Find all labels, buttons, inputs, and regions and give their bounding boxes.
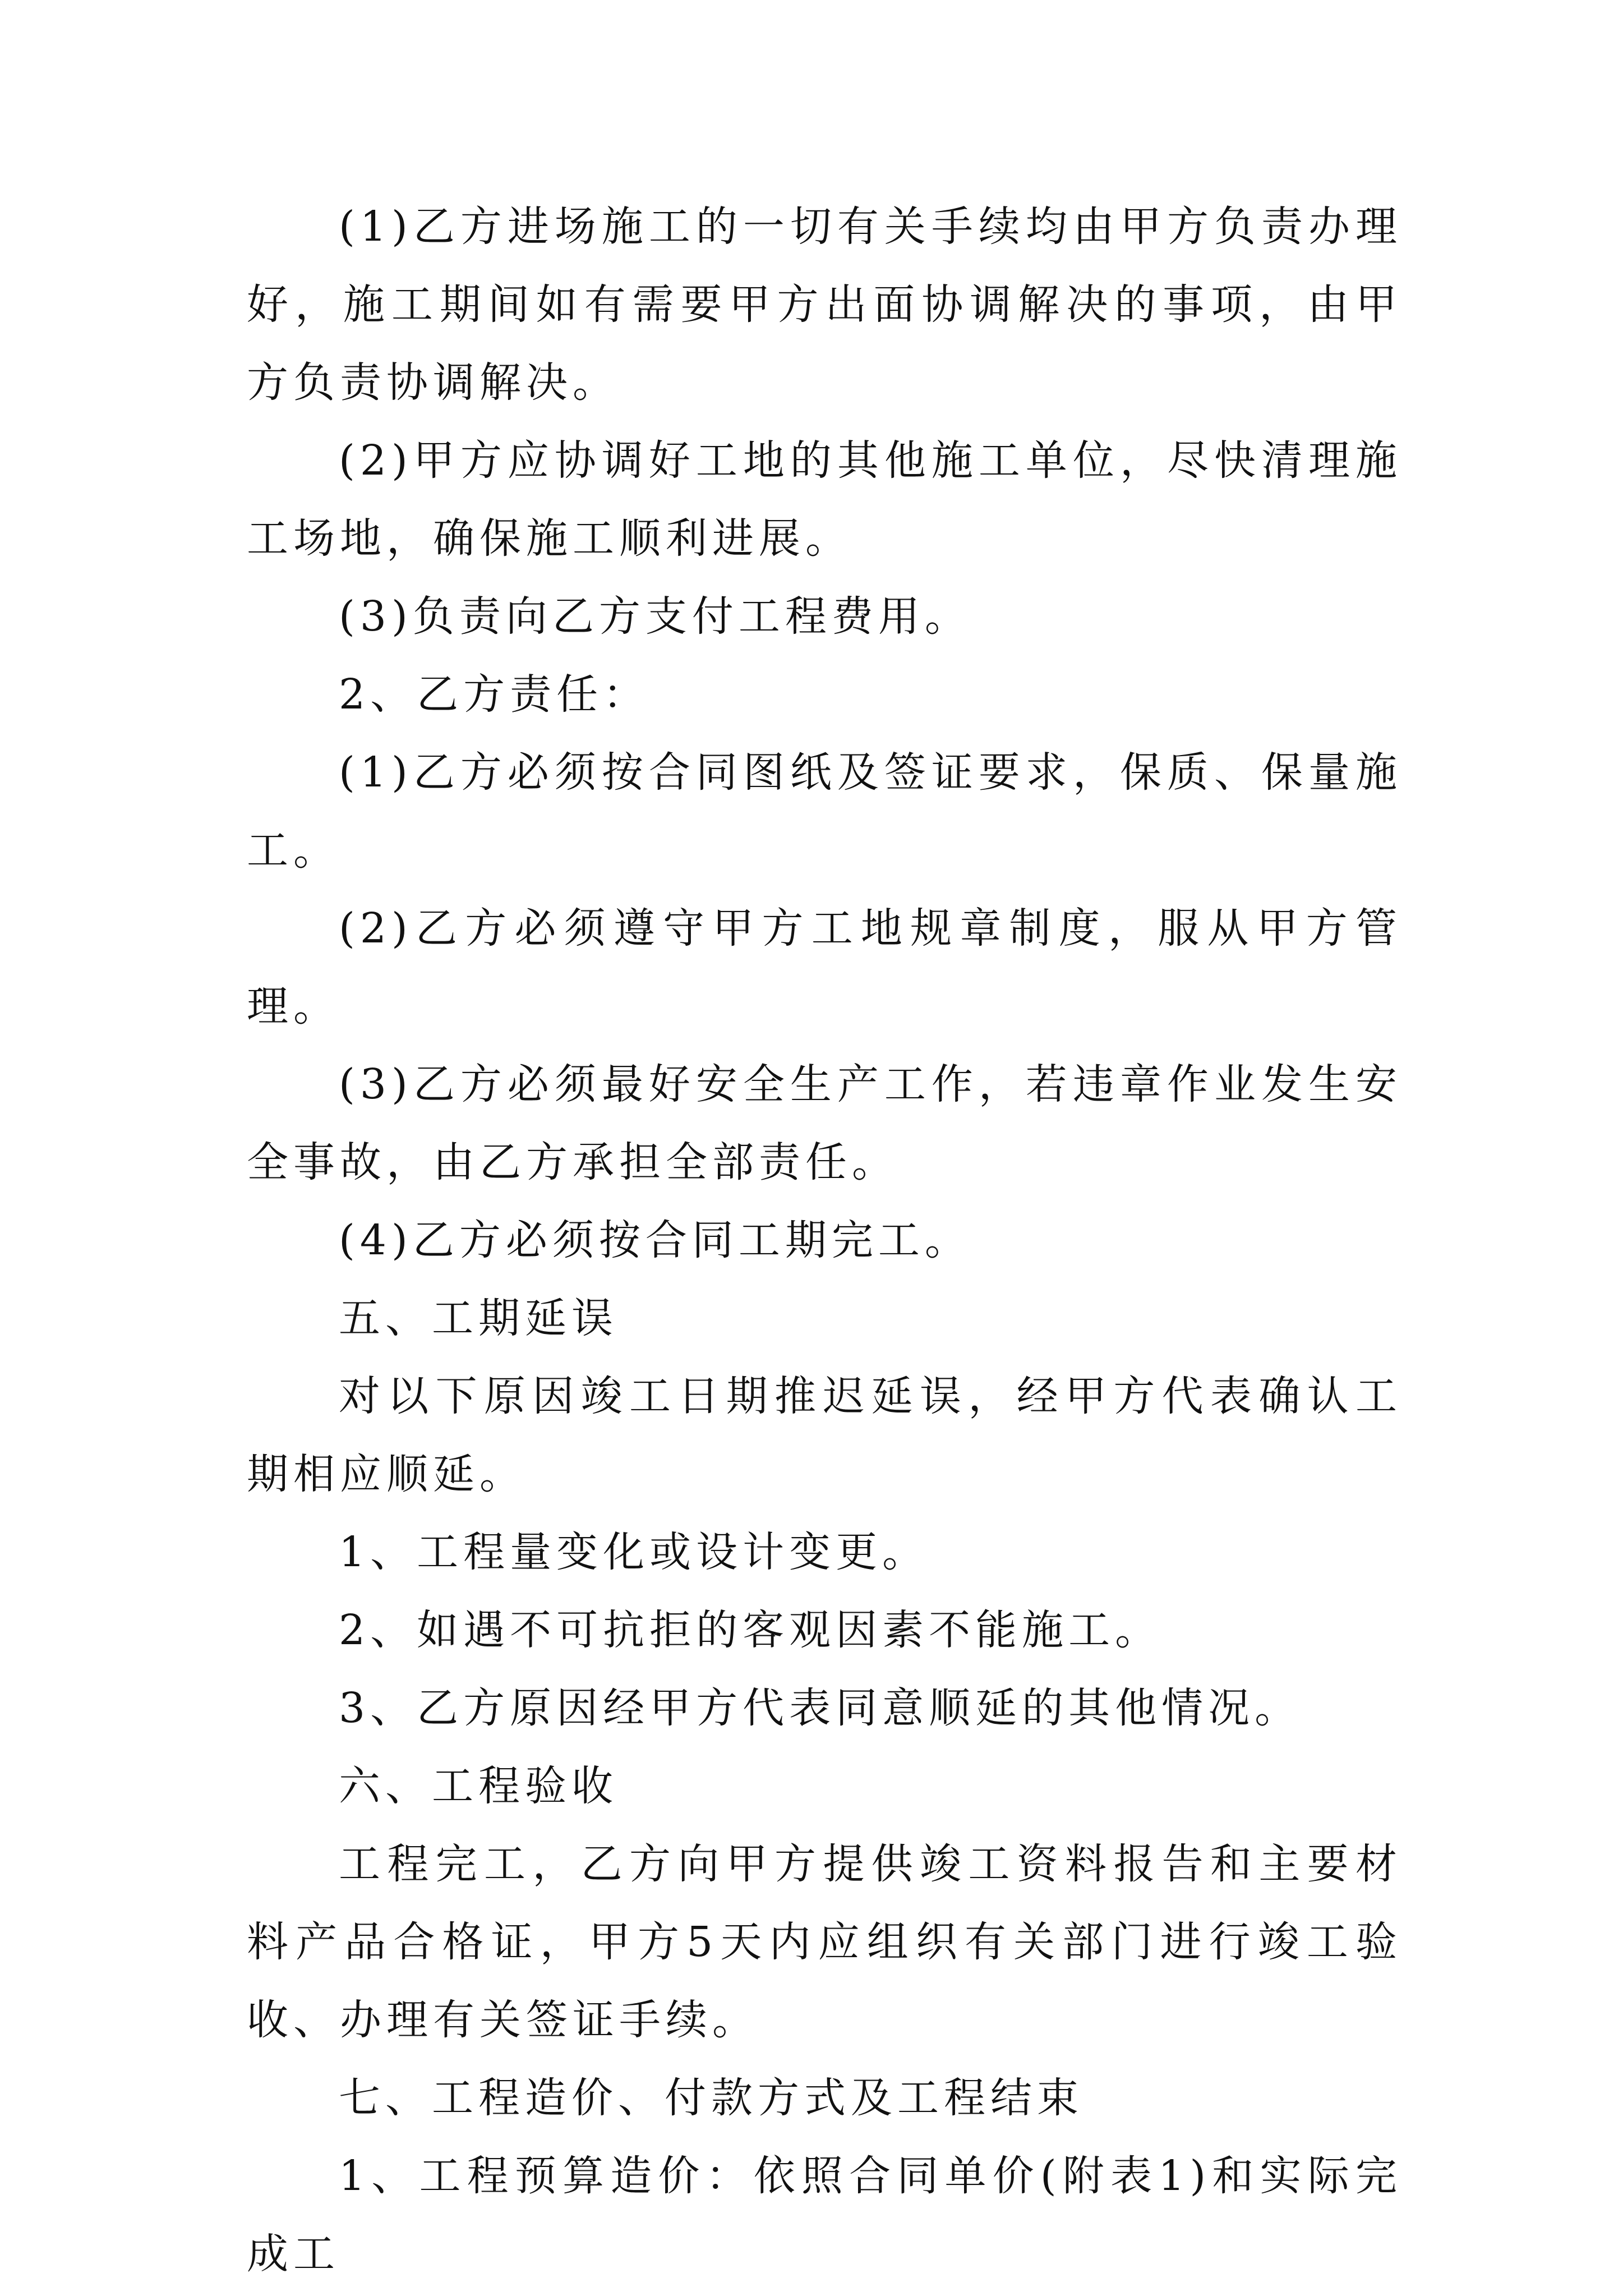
paragraph-party-a-duty-3: (3)负责向乙方支付工程费用。 — [339, 592, 971, 641]
heading-acceptance: 六、工程验收 — [339, 1762, 618, 1810]
paragraph-party-b-duty-2: (2)乙方必须遵守甲方工地规章制度，服从甲方管理。 — [247, 904, 1402, 1030]
heading-cost-payment: 七、工程造价、付款方式及工程结束 — [339, 2074, 1083, 2122]
paragraph-party-a-duty-1: (1)乙方进场施工的一切有关手续均由甲方负责办理好，施工期间如有需要甲方出面协调解决的事项，由甲方负责协调解决。 — [247, 203, 1402, 407]
document-body — [247, 188, 1402, 2293]
paragraph-budget-cost: 1、工程预算造价：依照合同单价(附表1)和实际完成工 — [247, 2152, 1402, 2278]
paragraph-party-b-duty-4: (4)乙方必须按合同工期完工。 — [339, 1216, 971, 1264]
heading-party-b-responsibility: 2、乙方责任： — [339, 670, 650, 719]
paragraph-acceptance: 工程完工，乙方向甲方提供竣工资料报告和主要材料产品合格证，甲方5天内应组织有关部门进行竣工验收、办理有关签证手续。 — [247, 1840, 1402, 2044]
paragraph-delay-item-3: 3、乙方原因经甲方代表同意顺延的其他情况。 — [339, 1684, 1302, 1732]
paragraph-party-a-duty-2: (2)甲方应协调好工地的其他施工单位，尽快清理施工场地，确保施工顺利进展。 — [247, 436, 1402, 563]
paragraph-party-b-duty-1: (1)乙方必须按合同图纸及签证要求，保质、保量施工。 — [247, 748, 1402, 875]
heading-schedule-delay: 五、工期延误 — [339, 1294, 618, 1342]
paragraph-party-b-duty-3: (3)乙方必须最好安全生产工作，若违章作业发生安全事故，由乙方承担全部责任。 — [247, 1060, 1402, 1186]
paragraph-delay-intro: 对以下原因竣工日期推迟延误，经甲方代表确认工期相应顺延。 — [247, 1372, 1402, 1498]
paragraph-delay-item-2: 2、如遇不可抗拒的客观因素不能施工。 — [339, 1606, 1162, 1654]
paragraph-delay-item-1: 1、工程量变化或设计变更。 — [339, 1528, 929, 1576]
